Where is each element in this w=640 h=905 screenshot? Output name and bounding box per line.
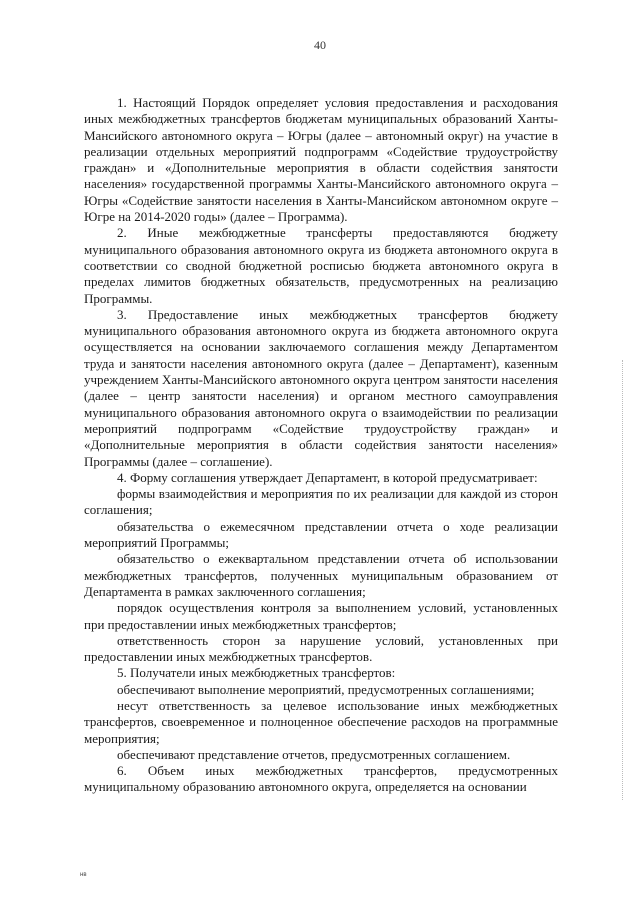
paragraph-4: 4. Форму соглашения утверждает Департамент, в которой предусматривает: (117, 469, 538, 485)
paragraph-1: 1. Настоящий Порядок определяет условия предоставления и расходования иных межбюджетных трансфертов бюджетам муниципальных образований Ханты-Мансийского автономного округа – Югры (далее – автономный округ) на участие в реализации отдельных мероприятий подпрограмм «Содействие трудоустройству граждан» и «Дополнительные мероприятия в области содействия занятости населения» государственной программы Ханты-Мансийского автономного округа – Югры «Содействие занятости населения в Ханты-Мансийском автономном округе – Югре на 2014-2020 годы» (далее – Программа). (84, 95, 558, 225)
paragraph-2: 2. Иные межбюджетные трансферты предоставляются бюджету муниципального образования автономного округа из бюджета автономного округа в соответствии со сводной бюджетной росписью бюджета автономного округа в пределах лимитов бюджетных обязательств, предусмотренных на реализацию Программы. (84, 225, 558, 306)
paragraph-6: 6. Объем иных межбюджетных трансфертов, предусмотренных муниципальному образованию автономного округа, определяется на основании (84, 763, 558, 795)
paragraph-5: 5. Получатели иных межбюджетных трансфертов: (117, 665, 396, 681)
page-number: 40 (314, 38, 326, 52)
paragraph-4-item-4: порядок осуществления контроля за выполнением условий, установленных при предоставлении иных межбюджетных трансфертов; (84, 600, 558, 632)
paragraph-4-item-3: обязательство о ежеквартальном представлении отчета об использовании межбюджетных трансфертов, полученных муниципальным образованием от Департамента в рамках заключенного соглашения; (84, 551, 558, 599)
paragraph-4-item-5: ответственность сторон за нарушение условий, установленных при предоставлении иных межбюджетных трансфертов. (84, 632, 558, 665)
footer-mark: нв (80, 872, 87, 878)
paragraph-4-item-1: формы взаимодействия и мероприятия по их реализации для каждой из сторон соглашения; (84, 486, 558, 518)
document-body (84, 95, 558, 796)
paragraph-5-item-1: обеспечивают выполнение мероприятий, предусмотренных соглашениями; (117, 681, 535, 697)
paragraph-5-item-3: обеспечивают представление отчетов, предусмотренных соглашением. (117, 746, 511, 762)
paragraph-4-item-2: обязательства о ежемесячном представлении отчета о ходе реализации мероприятий Программы; (84, 518, 558, 551)
paragraph-3: 3. Предоставление иных межбюджетных трансфертов бюджету муниципального образования автономного округа из бюджета автономного округа осуществляется на основании заключаемого соглашения между Департаментом труда и занятости населения автономного округа (далее – Департамент), казенным учреждением Ханты-Мансийского автономного округа центром занятости населения (далее – центр занятости населения) и органом местного самоуправления муниципального образования автономного округа о взаимодействии по реализации мероприятий подпрограмм «Содействие трудоустройству граждан» и «Дополнительные мероприятия в области содействия занятости населения» Программы (далее – соглашение). (84, 306, 558, 469)
scan-binding-edge (622, 360, 623, 800)
paragraph-5-item-2: несут ответственность за целевое использование иных межбюджетных трансфертов, своевременное и полноценное обеспечение расходов на программные мероприятия; (84, 697, 558, 746)
